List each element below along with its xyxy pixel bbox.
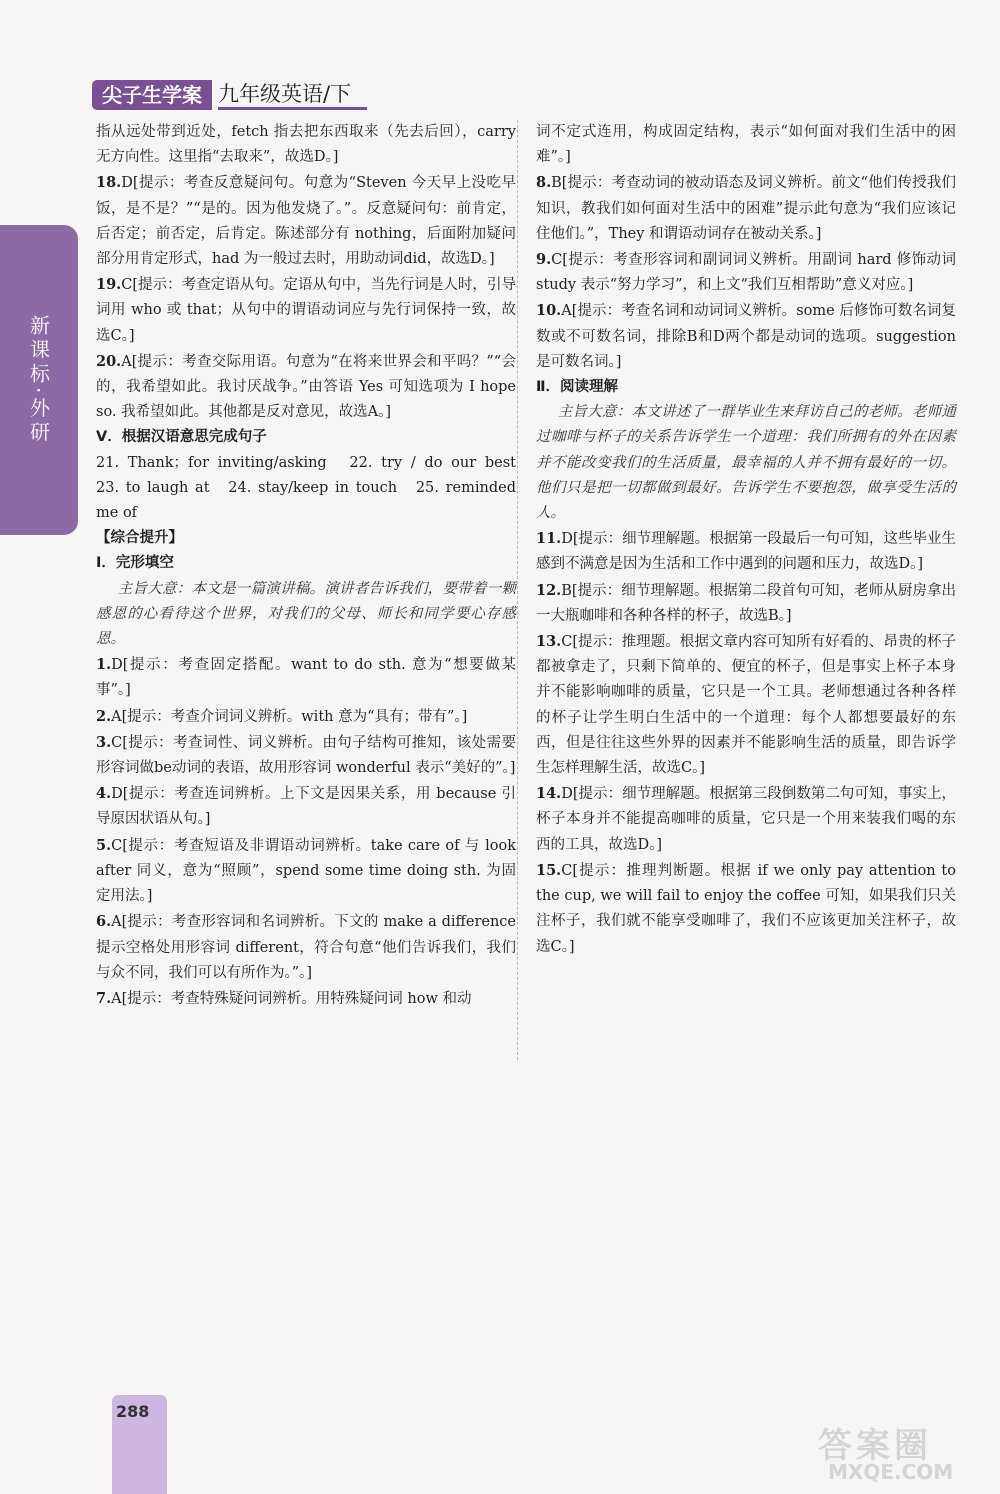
- answer-text: B[提示：考查动词的被动语态及词义辨析。前文“他们传授我们知识，教我们如何面对生活中的困难”提示此句意为“我们应该记住他们。”，They 和谓语动词存在被动关系。]: [536, 175, 956, 242]
- answer-text: C[提示：考查短语及非谓语动词辨析。take care of 与 look after 同义，意为“照顾”，spend some time doing sth. 为固定用法。]: [96, 837, 516, 905]
- answer-text: D[提示：考查固定搭配。want to do sth. 意为“想要做某事”。]: [96, 657, 516, 699]
- answer-number: 4.: [96, 785, 112, 803]
- answer-text: C[提示：考查定语从句。定语从句中，当先行词是人时，引导词用 who 或 that；从句中的谓语动词应与先行词保持一致，故选C。]: [96, 277, 516, 344]
- answer-item: [536, 781, 956, 858]
- answer-text: A[提示：考查特殊疑问词辨析。用特殊疑问词 how 和动: [111, 990, 472, 1007]
- answer-number: 2.: [96, 707, 112, 725]
- answer-number: 20.: [96, 352, 122, 370]
- answer-number: 18.: [96, 174, 122, 192]
- answer-text: A[提示：考查交际用语。句意为“在将来世界会和平吗？”“会的，我希望如此。我讨厌战争。”由答语 Yes 可知选项为 I hope so. 我希望如此。其他都是反对意见，故选A。]: [96, 353, 516, 421]
- answer-number: 15.: [536, 861, 562, 879]
- answer-text: A[提示：考查介词词义辨析。with 意为“具有；带有”。]: [111, 708, 468, 725]
- answer-number: 1.: [96, 656, 112, 674]
- answer-number: 14.: [536, 785, 562, 803]
- answer-item: [96, 781, 516, 832]
- answer-number: 13.: [536, 633, 562, 651]
- side-edition-label: 新课标·外研: [26, 314, 51, 446]
- answer-item: [96, 909, 516, 986]
- answer-number: 8.: [536, 174, 552, 192]
- answer-text: A[提示：考查形容词和名词辨析。下文的 make a difference 提示空格处用形容词 different，符合句意“他们告诉我们，我们与众不同，我们可以有所作为。”。]: [96, 914, 516, 981]
- answer-text: D[提示：细节理解题。根据第三段倒数第二句可知，事实上，杯子本身并不能提高咖啡的质量，它只是一个用来装我们喝的东西的工具，故选D。]: [536, 786, 956, 853]
- passage-summary: 主旨大意：本文讲述了一群毕业生来拜访自己的老师。老师通过咖啡与杯子的关系告诉学生一个道理：我们所拥有的外在因素并不能改变我们的生活质量，最幸福的人并不拥有最好的一切。他们只是把一切都做到最好。告诉学生不要抱怨，做享受生活的人。: [536, 404, 956, 522]
- passage-summary: 主旨大意：本文是一篇演讲稿。演讲者告诉我们，要带着一颗感恩的心看待这个世界，对我们的父母、师长和同学要心存感恩。: [96, 580, 516, 648]
- watermark-logo-text: 答案圈: [818, 1426, 932, 1466]
- column-divider: [517, 120, 519, 1060]
- right-column: [536, 120, 956, 960]
- answer-item: [536, 170, 956, 247]
- left-column: [96, 120, 531, 1012]
- book-brand: 尖子生学案: [92, 80, 212, 110]
- page-header: [92, 80, 367, 110]
- answer-item: [96, 652, 516, 703]
- answer-number: 12.: [536, 581, 562, 599]
- answer-text: C[提示：考查词性、词义辨析。由句子结构可推知，该处需要形容词做be动词的表语，故用形容词 wonderful 表示“美好的”。]: [96, 734, 516, 777]
- answer-item: [96, 349, 516, 426]
- answer-item: [96, 272, 516, 349]
- answer-continuation: 21. Thank；for inviting/asking 22. try / do our best 23. to laugh at 24. stay/keep in touch 25. reminded me of: [96, 454, 531, 522]
- answer-item: [96, 730, 516, 781]
- answer-number: 11.: [536, 530, 562, 548]
- answer-number: 19.: [96, 276, 122, 294]
- answer-text: D[提示：细节理解题。根据第一段最后一句可知，这些毕业生感到不满意是因为生活和工作中遇到的问题和压力，故选D。]: [536, 531, 956, 573]
- answer-item: [96, 704, 516, 730]
- answer-item: [536, 858, 956, 960]
- page-number: 288: [116, 1402, 150, 1421]
- answer-item: [536, 298, 956, 375]
- answer-text: B[提示：细节理解题。根据第二段首句可知，老师从厨房拿出一大瓶咖啡和各种各样的杯子，故选B。]: [536, 582, 956, 624]
- answer-number: 9.: [536, 251, 552, 269]
- answer-number: 3.: [96, 733, 112, 751]
- answer-item: [96, 170, 516, 272]
- answer-item: [536, 526, 956, 577]
- section-heading: Ⅰ．完形填空: [96, 555, 174, 572]
- answer-text: D[提示：考查连词辨析。上下文是因果关系，用 because 引导原因状语从句。]: [96, 786, 516, 828]
- answer-text: C[提示：推理题。根据文章内容可知所有好看的、昂贵的杯子都被拿走了，只剩下简单的、便宜的杯子，但是事实上杯子本身并不能影响咖啡的质量，它只是一个工具。老师想通过各种各样的杯子让学生明白生活中的一个道理：每个人都想要最好的东西，但是往往这些外界的因素并不能影响生活的质量，即告诉学生怎样理解生活，故选C。]: [536, 634, 956, 777]
- answer-item: [96, 833, 516, 910]
- answer-continuation: 指从远处带到近处，fetch 指去把东西取来（先去后回），carry 无方向性。这里指“去取来”，故选D。]: [96, 124, 516, 166]
- answer-continuation: 词不定式连用，构成固定结构，表示“如何面对我们生活中的困难”。]: [536, 124, 956, 166]
- answer-text: C[提示：推理判断题。根据 if we only pay attention to the cup, we will fail to enjoy the coffee 可知，如果我们只关注杯子，我们就不能享受咖啡了，我们不应该更加关注杯子，故选C。]: [536, 862, 956, 955]
- section-heading: Ⅴ．根据汉语意思完成句子: [96, 429, 267, 446]
- answer-number: 5.: [96, 836, 112, 854]
- side-edition-tab: [0, 225, 78, 535]
- answer-number: 10.: [536, 302, 562, 320]
- answer-item: [536, 578, 956, 629]
- answer-text: D[提示：考查反意疑问句。句意为“Steven 今天早上没吃早饭，是不是？”“是的。因为他发烧了。”。反意疑问句：前肯定，后否定；前否定，后肯定。陈述部分有 nothing，后面附加疑问部分用肯定形式，had 为一般过去时，用助动词did，故选D。]: [96, 175, 516, 268]
- answer-text: C[提示：考查形容词和副词词义辨析。用副词 hard 修饰动词 study 表示“努力学习”，和上文“我们互相帮助”意义对应。]: [536, 252, 956, 294]
- watermark-url: MXQE.COM: [828, 1460, 954, 1484]
- answer-number: 7.: [96, 989, 112, 1007]
- section-heading: 【综合提升】: [96, 530, 183, 547]
- answer-item: [96, 986, 516, 1012]
- answer-item: [536, 247, 956, 298]
- answer-item: [536, 629, 956, 781]
- answer-number: 6.: [96, 913, 112, 931]
- answer-text: A[提示：考查名词和动词词义辨析。some 后修饰可数名词复数或不可数名词，排除B和D两个都是动词的选项。suggestion 是可数名词。]: [536, 303, 956, 370]
- book-grade-title: 九年级英语/下: [218, 81, 367, 110]
- section-heading: Ⅱ．阅读理解: [536, 379, 619, 396]
